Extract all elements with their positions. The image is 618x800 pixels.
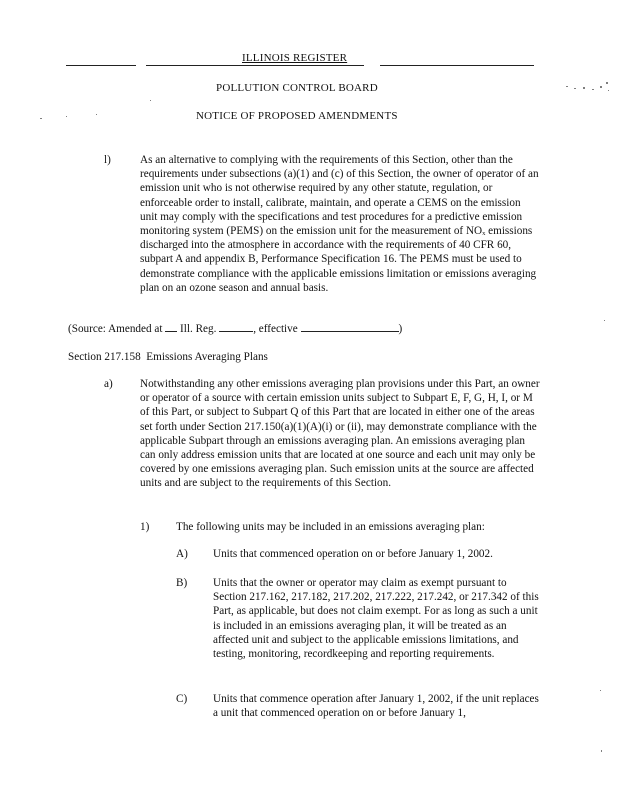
section-heading: Section 217.158 Emissions Averaging Plans — [68, 351, 268, 363]
source-reg: Ill. Reg. — [180, 323, 217, 335]
source-note — [68, 321, 402, 336]
item-l-paragraph: As an alternative to complying with the requirements of this Section, other than the requirements under subsections (a)(1) and (c) of this Section, the owner of operator of an emission unit who is not otherwise required by any other statute, regulation, or enforceable order to install, calibrate, maintain, and operate a CEMS on the emission unit may comply with the specifications and test procedures for a predictive emission monitoring system (PEMS) on the emission unit for the measurement of NOₓ emissions discharged into the atmosphere in accordance with the requirements of 40 CFR 60, subpart A and appendix B, Performance Specification 16. The PEMS must be used to demonstrate compliance with the applicable emissions limitation or emissions averaging plan on an ozone season and annual basis. — [140, 154, 539, 294]
scan-speck — [566, 86, 568, 87]
item-B-label: B) — [176, 577, 188, 589]
item-A-label: A) — [176, 548, 188, 560]
register-title: ILLINOIS REGISTER — [242, 52, 348, 64]
scan-speck — [592, 89, 594, 90]
item-a-label: a) — [104, 378, 113, 390]
scan-speck — [66, 116, 67, 117]
scan-speck — [601, 750, 602, 752]
item-a-paragraph: Notwithstanding any other emissions averaging plan provisions under this Part, an owner or operator of a source with certain emission units subject to Subpart E, F, G, H, I, or M of this Part, or subject to Subpart Q of this Part that are located in either one of the areas set forth under Section 217.150(a)(1)(A)(i) or (ii), may demonstrate compliance with the applicable Subpart through an emissions averaging plan. An emissions averaging plan can only address emission units that are located at one source and each unit may only be covered by one emissions averaging plan. Such emission units at the source are affected units and are subject to the requirements of this Section. — [140, 378, 540, 490]
board-title: POLLUTION CONTROL BOARD — [216, 82, 378, 94]
item-1-label: 1) — [140, 521, 150, 533]
header-rule-left — [66, 65, 136, 66]
scan-speck — [96, 114, 97, 115]
item-A-text: Units that commenced operation on or before January 1, 2002. — [213, 548, 493, 560]
scan-speck — [150, 100, 151, 101]
source-prefix: (Source: Amended at — [68, 323, 163, 335]
scan-speck — [606, 82, 608, 84]
item-C-label: C) — [176, 693, 188, 705]
source-blank-volume — [165, 321, 177, 332]
scan-speck — [600, 690, 601, 691]
scan-speck — [583, 87, 585, 89]
source-effective: , effective — [253, 323, 298, 335]
source-suffix: ) — [398, 323, 403, 335]
scan-speck — [608, 90, 609, 91]
source-blank-date — [301, 321, 399, 332]
item-B-paragraph: Units that the owner or operator may claim as exempt pursuant to Section 217.162, 217.182, 217.202, 217.222, 217.242, or 217.342 of this Part, as applicable, but does not claim exempt. For as long as such a unit is included in an emissions averaging plan, it will be treated as an affected unit and subject to the applicable emissions limitations, and testing, monitoring, recordkeeping and reporting requirements. — [213, 577, 539, 661]
scan-speck — [40, 118, 42, 119]
item-l-label: l) — [104, 154, 111, 166]
header-rule-center — [146, 65, 364, 66]
notice-title: NOTICE OF PROPOSED AMENDMENTS — [196, 110, 398, 122]
scan-speck — [604, 320, 605, 321]
source-blank-page — [219, 321, 253, 332]
item-1-text: The following units may be included in an emissions averaging plan: — [176, 521, 485, 533]
header-rule-right — [380, 65, 534, 66]
scan-speck — [600, 86, 602, 88]
item-C-paragraph: Units that commence operation after January 1, 2002, if the unit replaces a unit that commenced operation on or before January 1, — [213, 693, 539, 720]
scan-speck — [574, 88, 576, 89]
